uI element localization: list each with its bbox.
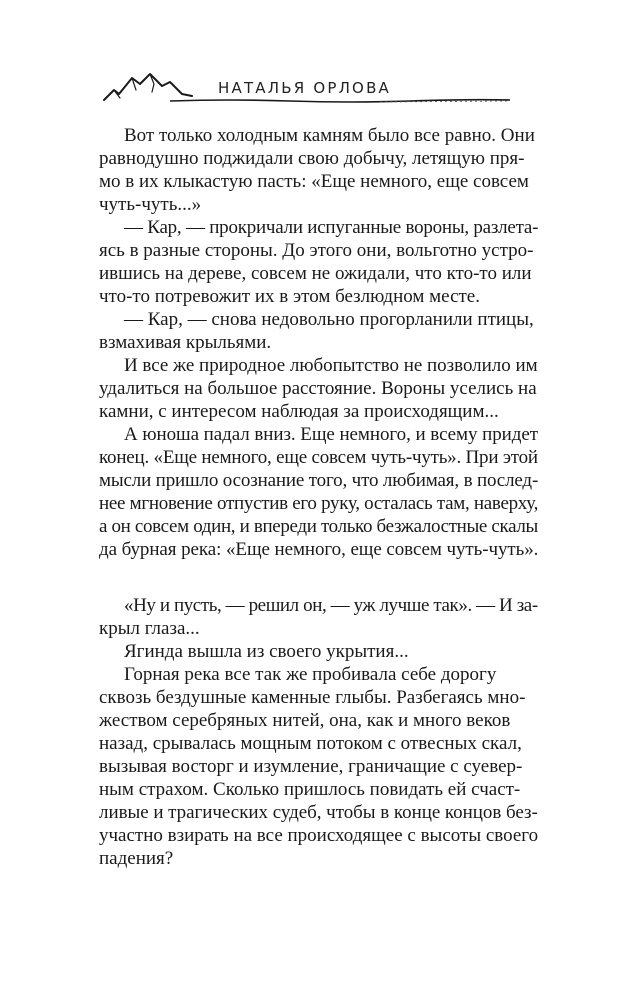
text-line: взмахивая крыльями. bbox=[99, 332, 272, 353]
text-line: крыл глаза... bbox=[99, 618, 200, 639]
text-line: А юноша падал вниз. Еще немного, и всему придет bbox=[124, 424, 538, 445]
text-line: «Ну и пусть, — решил он, — уж лучше так». — И за- bbox=[124, 595, 538, 616]
text-line: вызывая восторг и изумление, граничащие с суевер- bbox=[99, 756, 523, 777]
paragraph bbox=[99, 124, 538, 216]
text-line: удалиться на большое расстояние. Вороны уселись на bbox=[99, 378, 537, 399]
paragraph bbox=[99, 640, 538, 663]
text-line: что-то потревожит их в этом безлюдном месте. bbox=[99, 286, 480, 307]
text-line: падения? bbox=[99, 848, 174, 869]
section-break bbox=[99, 561, 538, 594]
text-line: участно взирать на все происходящее с высоты своего bbox=[99, 825, 539, 846]
text-line: ившись на дереве, совсем не ожидали, что кто-то или bbox=[99, 263, 532, 284]
text-line: Ягинда вышла из своего укрытия... bbox=[124, 641, 409, 662]
text-line: ясь в разные стороны. До этого они, вольготно устро- bbox=[99, 240, 534, 261]
text-line: Горная река все так же пробивала себе дорогу bbox=[124, 664, 497, 685]
text-line: сквозь бездушные каменные глыбы. Разбегаясь мно- bbox=[99, 687, 526, 708]
running-head-author: НАТАЛЬЯ ОРЛОВА bbox=[218, 79, 392, 97]
header-rule bbox=[170, 95, 510, 107]
text-line: да бурная река: «Еще немного, еще совсем чуть-чуть». bbox=[99, 539, 539, 560]
text-line: камни, с интересом наблюдая за происходящим... bbox=[99, 401, 499, 422]
paragraph bbox=[99, 216, 538, 308]
paragraph bbox=[99, 663, 538, 870]
text-line: мо в их клыкастую пасть: «Еще немного, еще совсем bbox=[99, 171, 529, 192]
text-line: — Кар, — снова недовольно прогорланили птицы, bbox=[124, 309, 534, 330]
text-line: чуть-чуть...» bbox=[99, 194, 202, 215]
paragraph bbox=[99, 594, 538, 640]
text-line: — Кар, — прокричали испуганные вороны, разлета- bbox=[124, 217, 539, 238]
text-line: а он совсем один, и впереди только безжалостные скалы bbox=[99, 516, 538, 537]
text-line: ливые и трагических судеб, чтобы в конце концов без- bbox=[99, 802, 538, 823]
text-line: мысли пришло осознание того, что любимая, в послед- bbox=[99, 470, 539, 491]
paragraph bbox=[99, 354, 538, 423]
page-header bbox=[0, 0, 619, 110]
text-line: нее мгновение отпустив его руку, осталась там, наверху, bbox=[99, 493, 539, 514]
text-line: Вот только холодным камням было все равно. Они bbox=[124, 125, 535, 146]
paragraph bbox=[99, 423, 538, 561]
page-text bbox=[99, 124, 538, 870]
text-line: назад, срывалась мощным потоком с отвесных скал, bbox=[99, 733, 522, 754]
text-line: И все же природное любопытство не позволило им bbox=[124, 355, 538, 376]
paragraph bbox=[99, 308, 538, 354]
text-line: ным страхом. Сколько пришлось повидать ей счаст- bbox=[99, 779, 521, 800]
text-line: равнодушно поджидали свою добычу, летящую пря- bbox=[99, 148, 525, 169]
text-line: конец. «Еще немного, еще совсем чуть-чуть». При этой bbox=[99, 447, 538, 468]
text-line: жеством серебряных нитей, она, как и много веков bbox=[99, 710, 511, 731]
